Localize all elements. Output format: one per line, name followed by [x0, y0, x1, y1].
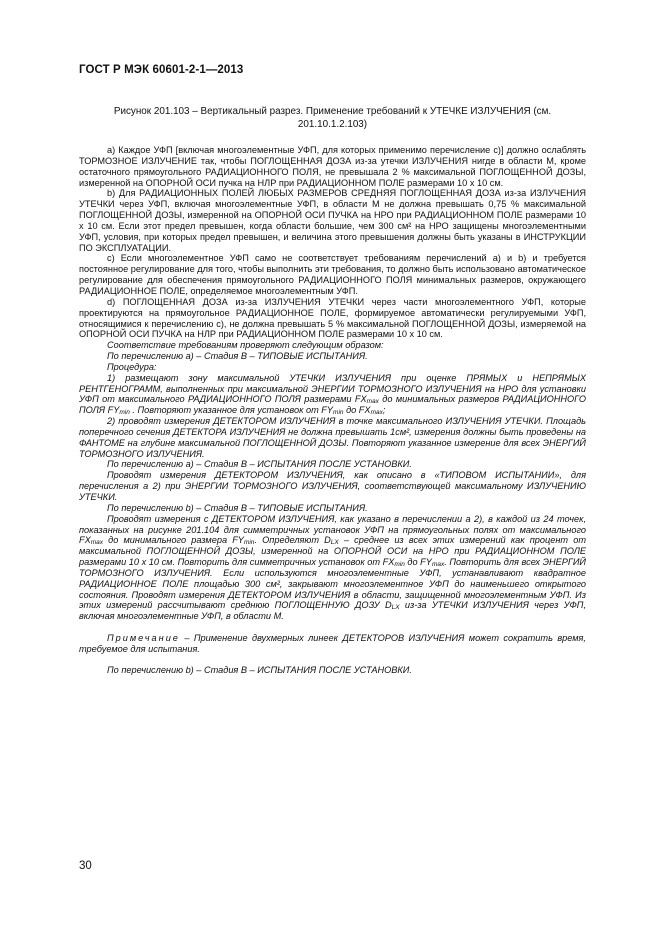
paragraph-b: b) Для РАДИАЦИОННЫХ ПОЛЕЙ ЛЮБЫХ РАЗМЕРОВ СРЕДНЯЯ ПОГЛОЩЕННАЯ ДОЗА из-за ИЗЛУЧЕНИЯ УТЕЧКИ через УФП, включая многоэлементные УФП, в области М не должна превышать 0,75 % максимальной ПОГЛОЩЕННОЙ ДОЗЫ, измеренной на ОПОРНОЙ ОСИ ПУЧКА на НРО при РАДИАЦИОННОМ ПОЛЕ размерами 10 х 10 см. Если этот предел превышен, когда области большие, чем 300 см² на НРО защищены многоэлементными УФП, условия, при которых предел превышен, и величина этого превышения должны быть указаны в ИНСТРУКЦИИ ПО ЭКСПЛУАТАЦИИ. [79, 188, 586, 253]
stage-b-type-test: По перечислению b) – Стадия В – ТИПОВЫЕ ИСПЫТАНИЯ. [107, 502, 368, 513]
figure-caption: Рисунок 201.103 – Вертикальный разрез. Применение требований к УТЕЧКЕ ИЗЛУЧЕНИЯ (см. 201.10.1.2.103) [113, 106, 552, 130]
stage-b-install-test: По перечислению b) – Стадия В – ИСПЫТАНИЯ ПОСЛЕ УСТАНОВКИ. [107, 664, 412, 675]
compliance-statement: Соответствие требованиям проверяют следующим образом: [107, 340, 384, 351]
stage-a-type-test: По перечислению а) – Стадия В – ТИПОВЫЕ ИСПЫТАНИЯ. [107, 351, 368, 362]
procedure-heading: Процедура: [107, 361, 157, 372]
install-measurement: Проводят измерения ДЕТЕКТОРОМ ИЗЛУЧЕНИЯ, как описано в «ТИПОВОМ ИСПЫТАНИИ», для перечисления а 2) при ЭНЕРГИИ ТОРМОЗНОГО ИЗЛУЧЕНИЯ, соответствующей максимальному ИЗЛУЧЕНИЮ УТЕЧКИ. [79, 470, 586, 502]
paragraph-a: a) Каждое УФП [включая многоэлементные УФП, для которых применимо перечисление с)] должно ослаблять ТОРМОЗНОЕ ИЗЛУЧЕНИЕ так, чтобы ПОГЛОЩЕННАЯ ДОЗА из-за утечки ИЗЛУЧЕНИЯ нигде в области М, кроме остаточного прямоугольного РАДИАЦИОННОГО ПОЛЯ, не превышала 2 % максимальной ПОГЛОЩЕННОЙ ДОЗЫ, измеренной на ОПОРНОЙ ОСИ пучка на НЛР при РАДИАЦИОННОМ ПОЛЕ размерами 10 х 10 см. [79, 145, 586, 188]
stage-a-install-test: По перечислению а) – Стадия В – ИСПЫТАНИЯ ПОСЛЕ УСТАНОВКИ. [107, 459, 412, 470]
paragraph-c: с) Если многоэлементное УФП само не соответствует требованиям перечислений а) и b) и требуется постоянное регулирование для того, чтобы выполнить эти требования, то должно быть использовано автоматическое регулирование для обеспечения прямоугольного РАДИАЦИОННОГО ПОЛЯ минимальных размеров, окружающего РАДИАЦИОННОЕ ПОЛЕ, определяемое многоэлементным УФП. [79, 253, 586, 296]
paragraph-d: d) ПОГЛОЩЕННАЯ ДОЗА из-за ИЗЛУЧЕНИЯ УТЕЧКИ через части многоэлементного УФП, которые проектируются на прямоугольное РАДИАЦИОННОЕ ПОЛЕ, формируемое автоматически регулируемыми УФП, относящимися к перечислению с), не должна превышать 5 % максимальной ПОГЛОЩЕННОЙ ДОЗЫ, измеряемой на ОПОРНОЙ ОСИ ПУЧКА на НЛР при РАДИАЦИОННОМ ПОЛЕ размерами 10 х 10 см. [79, 296, 586, 340]
note: Примечание – Применение двухмерных линеек ДЕТЕКТОРОВ ИЗЛУЧЕНИЯ может сократить время, требуемое для испытания. [79, 633, 586, 654]
note-label: Примечание [107, 633, 180, 644]
document-body [79, 145, 586, 676]
procedure-step-2: 2) проводят измерения ДЕТЕКТОРОМ ИЗЛУЧЕНИЯ в точке максимального ИЗЛУЧЕНИЯ УТЕЧКИ. Площадь поперечного сечения ДЕТЕКТОРА ИЗЛУЧЕНИЯ не должна превышать 1см², измерения должны быть проведены на ФАНТОМЕ на глубине максимальной ПОГЛОЩЕННОЙ ДОЗЫ. Повторяют указанное измерение для всех ЭНЕРГИЙ ТОРМОЗНОГО ИЗЛУЧЕНИЯ. [79, 416, 586, 459]
document-header: ГОСТ Р МЭК 60601-2-1—2013 [79, 64, 244, 76]
procedure-step-1: 1) размещают зону максимальной УТЕЧКИ ИЗЛУЧЕНИЯ при оценке ПРЯМЫХ и НЕПРЯМЫХ РЕНТГЕНОГРАММ, выполненных при максимальной ЭНЕРГИИ ТОРМОЗНОГО ИЗЛУЧЕНИЯ на НРО для установки УФП от максимального РАДИАЦИОННОГО ПОЛЯ размерами $FX_{max}$ до минимальных размеров РАДИАЦИОННОГО ПОЛЯ $FY_{min}$ . Повторяют указанное для установок от $FY_{min}$ до $FX_{max}$; [79, 372, 586, 417]
stage-b-measurement: Проводят измерения с ДЕТЕКТОРОМ ИЗЛУЧЕНИЯ, как указано в перечислении а 2), в каждой из 24 точек, показанных на рисунке 201.104 для симметричных установок УФП на прямоугольных полях от максимального $FX_{max}$ до минимального размера $FY_{min}$. Определяют $D_{LX}$ – среднее из всех этих измерений как процент от максимальной ПОГЛОЩЕННОЙ ДОЗЫ, измеренной на ОПОРНОЙ ОСИ на НРО при РАДИАЦИОННОМ ПОЛЕ размерами 10 х 10 см. Повторить для симметричных установок от $FX_{min}$ до $FY_{max}$. Повторить для всех ЭНЕРГИЙ ТОРМОЗНОГО ИЗЛУЧЕНИЯ. Если используются многоэлементные УФП, устанавливают квадратное РАДИАЦИОННОЕ ПОЛЕ площадью 300 см², закрывают многоэлементное УФП до наименьшего открытого состояния. Проводят измерения ДЕТЕКТОРОМ ИЗЛУЧЕНИЯ в области, защищенной многоэлементным УФП. Из этих измерений рассчитывают среднюю ПОГЛОЩЕННУЮ ДОЗУ $D_{LX}$ из-за УТЕЧКИ ИЗЛУЧЕНИЯ через УФП, включая многоэлементные УФП, в области М. [79, 513, 586, 622]
page-number: 30 [79, 860, 92, 872]
